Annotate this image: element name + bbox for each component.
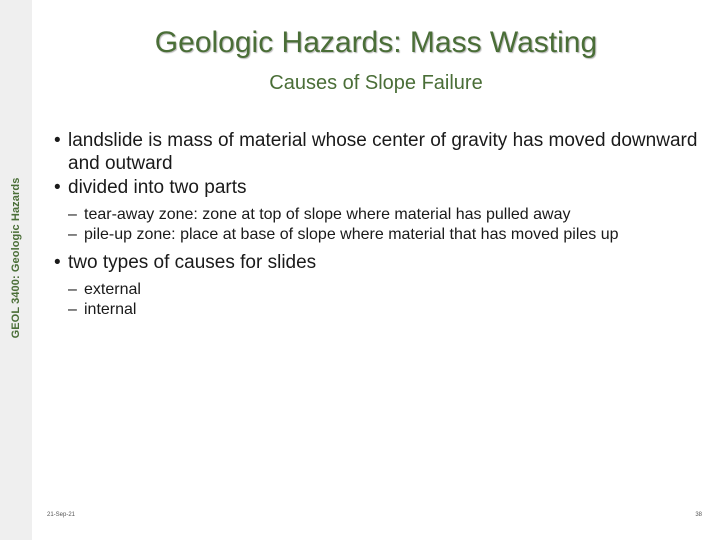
bullet-item-parts [54, 176, 704, 199]
sub-item-external [68, 280, 704, 300]
sub-item-text: external [84, 281, 141, 298]
slide-subtitle: Causes of Slope Failure [269, 72, 483, 94]
bullet-list [54, 129, 704, 326]
sub-item-tear-away [68, 205, 704, 225]
dash-glyph: – [68, 206, 77, 223]
sub-item-text: internal [84, 301, 137, 318]
sub-list-parts [68, 205, 704, 245]
dash-glyph: – [68, 226, 77, 243]
sidebar-band [0, 0, 32, 540]
footer-date: 21-Sep-21 [47, 512, 76, 518]
sub-list-causes [68, 280, 704, 320]
bullet-text: divided into two parts [68, 177, 247, 198]
bullet-item-landslide [54, 129, 704, 175]
bullet-glyph: • [54, 130, 61, 151]
sub-item-text: pile-up zone: place at base of slope where material that has moved piles up [84, 226, 619, 243]
sub-item-pile-up [68, 225, 704, 245]
slide-title: Geologic Hazards: Mass Wasting [154, 26, 598, 59]
bullet-text: landslide is mass of material whose center of gravity has moved downward and outward [68, 130, 698, 174]
course-label: GEOL 3400: Geologic Hazards [10, 177, 22, 339]
bullet-item-causes [54, 251, 704, 274]
sub-item-internal [68, 300, 704, 320]
dash-glyph: – [68, 281, 77, 298]
bullet-text: two types of causes for slides [68, 252, 317, 273]
sub-item-text: tear-away zone: zone at top of slope where material has pulled away [84, 206, 571, 223]
dash-glyph: – [68, 301, 77, 318]
bullet-glyph: • [54, 177, 61, 198]
bullet-glyph: • [54, 252, 61, 273]
page-number: 38 [695, 512, 702, 518]
